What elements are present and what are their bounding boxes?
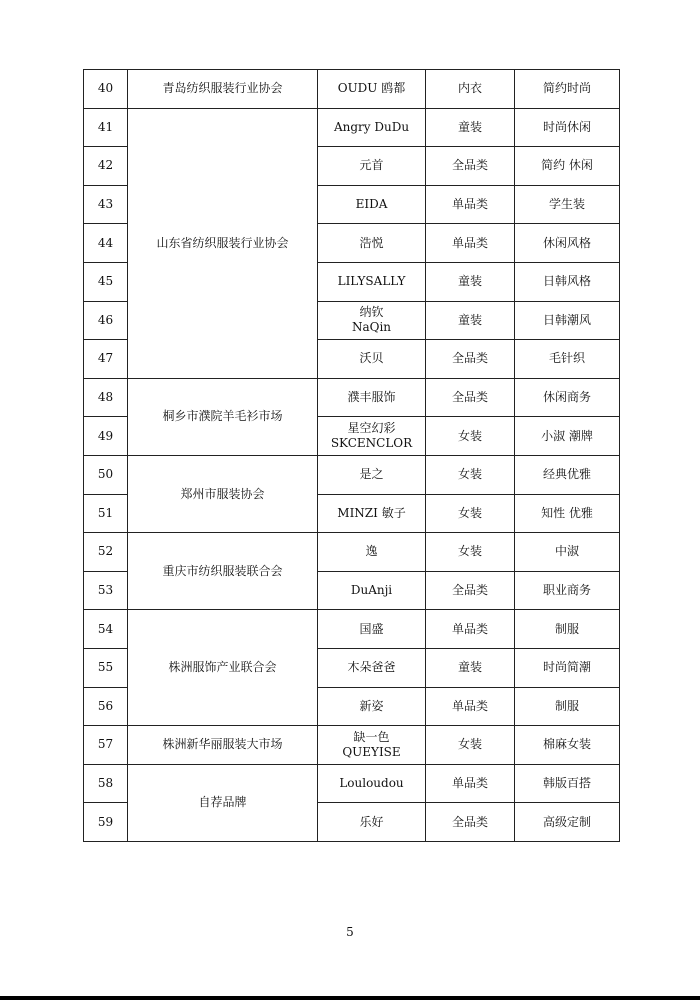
brand-category: 女装 <box>426 455 515 494</box>
brand-table-body <box>84 70 620 842</box>
brand-style: 休闲风格 <box>515 224 620 263</box>
brand-category: 女装 <box>426 494 515 533</box>
table-row <box>84 108 620 147</box>
brand-name: 是之 <box>318 455 426 494</box>
row-number: 52 <box>84 533 128 572</box>
brand-category: 单品类 <box>426 185 515 224</box>
brand-category: 童装 <box>426 648 515 687</box>
table-row <box>84 764 620 803</box>
brand-style: 职业商务 <box>515 571 620 610</box>
association-name: 桐乡市濮院羊毛衫市场 <box>128 378 318 455</box>
brand-category: 单品类 <box>426 687 515 726</box>
association-name: 株洲新华丽服装大市场 <box>128 726 318 765</box>
brand-name: 浩悦 <box>318 224 426 263</box>
row-number: 40 <box>84 70 128 109</box>
brand-category: 单品类 <box>426 764 515 803</box>
brand-category: 单品类 <box>426 610 515 649</box>
row-number: 57 <box>84 726 128 765</box>
association-name: 青岛纺织服装行业协会 <box>128 70 318 109</box>
row-number: 47 <box>84 340 128 379</box>
brand-category: 全品类 <box>426 571 515 610</box>
brand-category: 女装 <box>426 726 515 765</box>
association-name: 株洲服饰产业联合会 <box>128 610 318 726</box>
brand-category: 全品类 <box>426 378 515 417</box>
brand-category: 单品类 <box>426 224 515 263</box>
brand-style: 休闲商务 <box>515 378 620 417</box>
row-number: 50 <box>84 455 128 494</box>
row-number: 56 <box>84 687 128 726</box>
brand-name: MINZI 敏子 <box>318 494 426 533</box>
brand-category: 女装 <box>426 417 515 456</box>
brand-category: 全品类 <box>426 340 515 379</box>
association-name: 山东省纺织服装行业协会 <box>128 108 318 378</box>
brand-name: 纳钦 NaQin <box>318 301 426 340</box>
brand-category: 全品类 <box>426 147 515 186</box>
brand-name: 新姿 <box>318 687 426 726</box>
brand-category: 内衣 <box>426 70 515 109</box>
row-number: 59 <box>84 803 128 842</box>
row-number: 51 <box>84 494 128 533</box>
table-row <box>84 455 620 494</box>
brand-style: 中淑 <box>515 533 620 572</box>
brand-name: OUDU 鸥都 <box>318 70 426 109</box>
brand-table <box>83 69 620 842</box>
association-name: 郑州市服装协会 <box>128 455 318 532</box>
brand-style: 时尚休闲 <box>515 108 620 147</box>
brand-name: Louloudou <box>318 764 426 803</box>
brand-style: 棉麻女装 <box>515 726 620 765</box>
brand-style: 高级定制 <box>515 803 620 842</box>
brand-name: 乐好 <box>318 803 426 842</box>
brand-style: 韩版百搭 <box>515 764 620 803</box>
table-row <box>84 726 620 765</box>
brand-style: 日韩风格 <box>515 262 620 301</box>
brand-name: 国盛 <box>318 610 426 649</box>
brand-style: 小淑 潮牌 <box>515 417 620 456</box>
row-number: 44 <box>84 224 128 263</box>
table-row <box>84 610 620 649</box>
row-number: 58 <box>84 764 128 803</box>
brand-style: 制服 <box>515 610 620 649</box>
row-number: 54 <box>84 610 128 649</box>
row-number: 42 <box>84 147 128 186</box>
brand-name: 星空幻彩 SKCENCLOR <box>318 417 426 456</box>
brand-style: 日韩潮风 <box>515 301 620 340</box>
bottom-rule <box>0 996 700 1000</box>
row-number: 46 <box>84 301 128 340</box>
row-number: 43 <box>84 185 128 224</box>
brand-name: LILYSALLY <box>318 262 426 301</box>
brand-style: 经典优雅 <box>515 455 620 494</box>
brand-name: 逸 <box>318 533 426 572</box>
brand-style: 学生装 <box>515 185 620 224</box>
brand-name: 濮丰服饰 <box>318 378 426 417</box>
brand-category: 童装 <box>426 262 515 301</box>
brand-style: 制服 <box>515 687 620 726</box>
brand-name: 木朵爸爸 <box>318 648 426 687</box>
brand-style: 简约 休闲 <box>515 147 620 186</box>
brand-name: 沃贝 <box>318 340 426 379</box>
table-row <box>84 533 620 572</box>
table-row <box>84 70 620 109</box>
brand-name: 元首 <box>318 147 426 186</box>
brand-style: 毛针织 <box>515 340 620 379</box>
row-number: 48 <box>84 378 128 417</box>
brand-category: 童装 <box>426 108 515 147</box>
brand-category: 童装 <box>426 301 515 340</box>
row-number: 55 <box>84 648 128 687</box>
brand-category: 全品类 <box>426 803 515 842</box>
row-number: 45 <box>84 262 128 301</box>
brand-style: 简约时尚 <box>515 70 620 109</box>
table-row <box>84 378 620 417</box>
brand-style: 知性 优雅 <box>515 494 620 533</box>
row-number: 49 <box>84 417 128 456</box>
association-name: 重庆市纺织服装联合会 <box>128 533 318 610</box>
brand-name: Angry DuDu <box>318 108 426 147</box>
page-number: 5 <box>346 925 354 939</box>
association-name: 自荐品牌 <box>128 764 318 841</box>
brand-category: 女装 <box>426 533 515 572</box>
brand-name: 缺一色 QUEYISE <box>318 726 426 765</box>
brand-name: DuAnji <box>318 571 426 610</box>
row-number: 41 <box>84 108 128 147</box>
row-number: 53 <box>84 571 128 610</box>
brand-name: EIDA <box>318 185 426 224</box>
brand-style: 时尚简潮 <box>515 648 620 687</box>
